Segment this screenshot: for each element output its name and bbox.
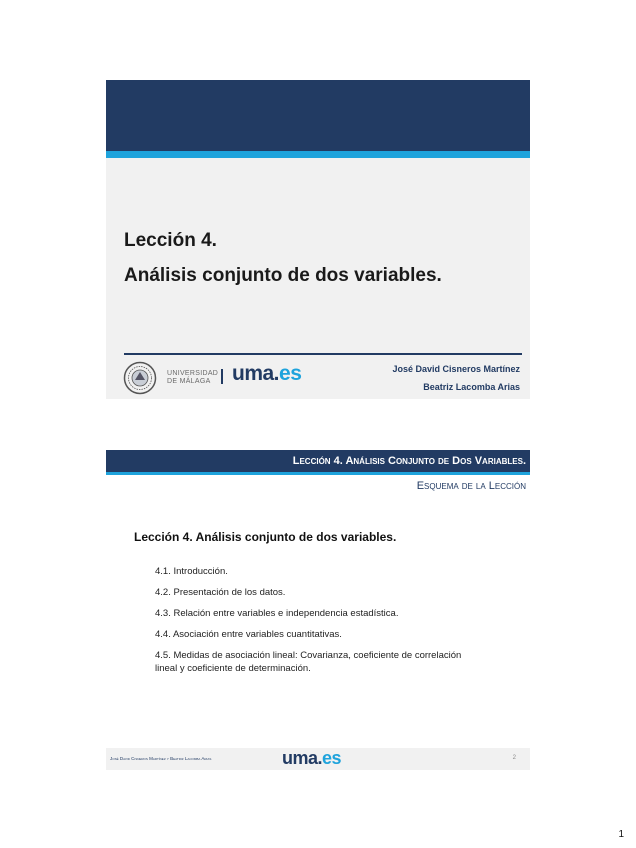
list-item: 4.4. Asociación entre variables cuantitativas. [155,629,342,640]
outline-slide [106,450,530,770]
header-band [106,80,530,151]
title-slide [106,80,530,399]
divider [124,353,522,355]
slide-header-title: Lección 4. Análisis Conjunto de Dos Variables. [292,455,526,467]
list-item: 4.3. Relación entre variables e independencia estadística. [155,608,399,619]
list-item: 4.5. Medidas de asociación lineal: Covarianza, coeficiente de correlación lineal y coeficiente de determinación. [155,650,462,674]
outline-list [155,565,485,683]
accent-line [106,472,530,475]
slide-subheader: Esquema de la Lección [416,480,526,492]
lesson-title: Lección 4. [124,230,217,251]
slide-footer [106,748,530,770]
list-item: 4.1. Introducción. [155,566,228,577]
slide-header [106,450,530,472]
lesson-subtitle: Análisis conjunto de dos variables. [124,265,442,286]
author-name: José David Cisneros Martínez [392,364,520,374]
outline-heading: Lección 4. Análisis conjunto de dos variables. [134,530,397,544]
logo-separator [221,369,223,384]
footer-authors: José David Cisneros Martínez y Beatriz Lacomba Arias [110,756,212,761]
slide-page-number: 2 [512,755,516,761]
author-name: Beatriz Lacomba Arias [423,382,520,392]
uma-logo: uma.es [282,748,342,768]
university-name: UNIVERSIDAD DE MÁLAGA [167,370,219,385]
accent-band [106,151,530,158]
page-number: 1 [618,829,624,840]
list-item: 4.2. Presentación de los datos. [155,587,286,598]
university-seal-icon [123,361,157,395]
uma-logo: uma.es [232,362,302,385]
